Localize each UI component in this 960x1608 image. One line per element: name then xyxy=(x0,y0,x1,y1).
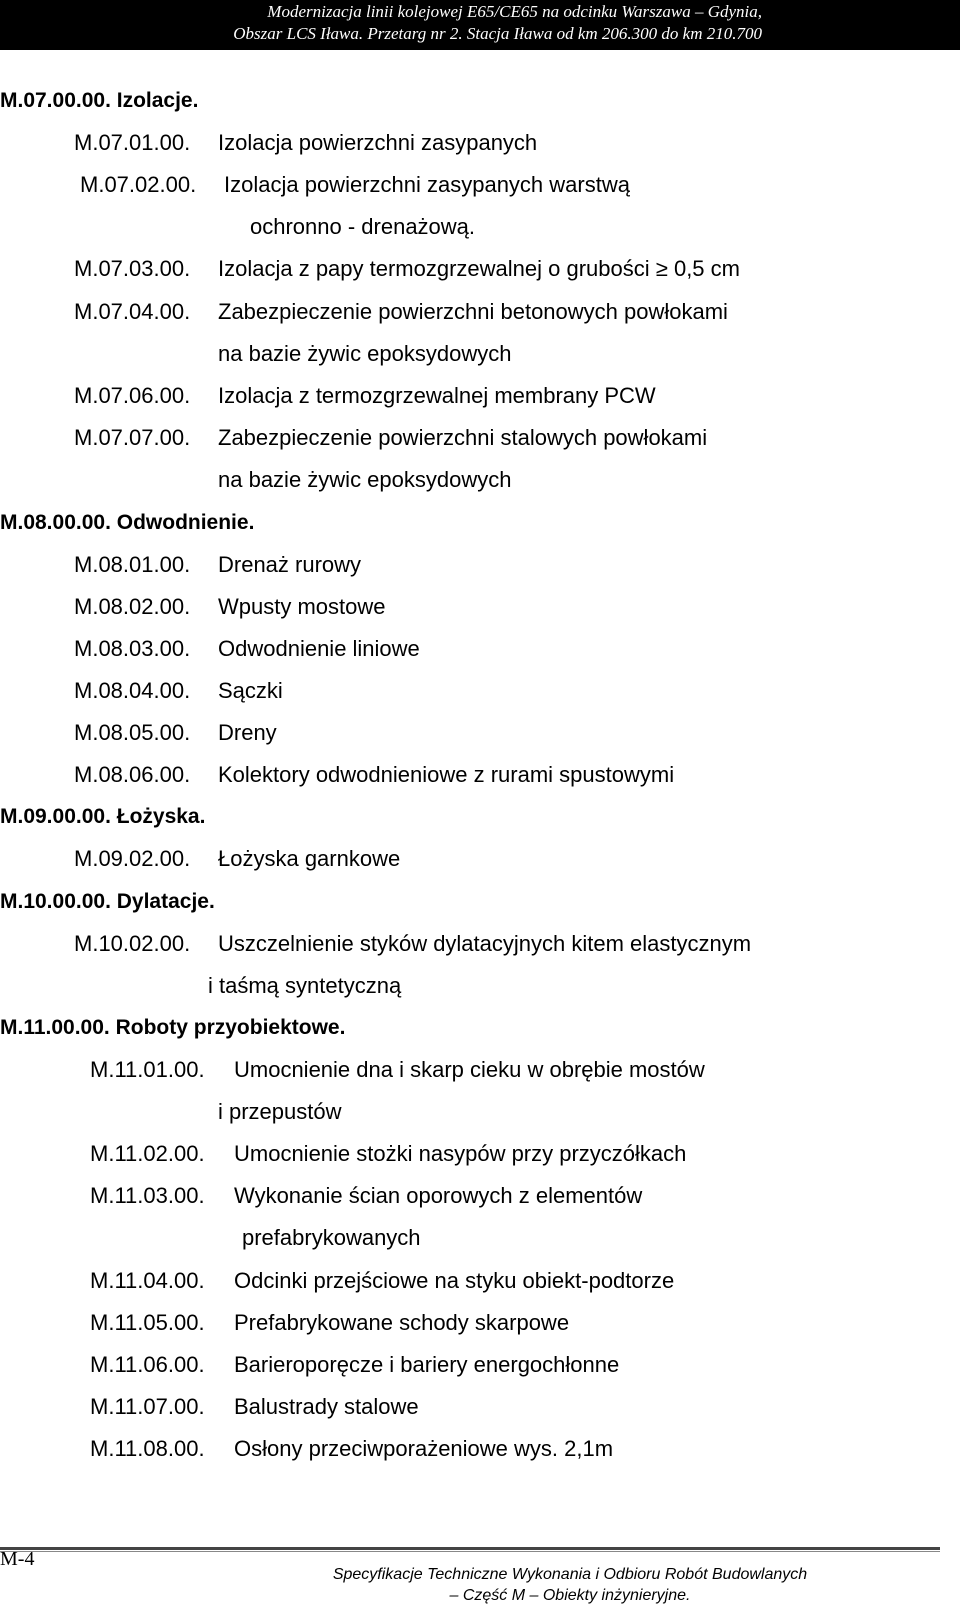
toc-title: ochronno - drenażową. xyxy=(250,214,476,239)
toc-section-m07 xyxy=(0,88,198,114)
toc-code: M.07.01.00. xyxy=(74,130,191,155)
toc-code: M.11.05.00. xyxy=(90,1310,205,1335)
toc-title: na bazie żywic epoksydowych xyxy=(218,467,512,492)
toc-title: Wpusty mostowe xyxy=(218,594,386,619)
toc-title: Osłony przeciwporażeniowe wys. 2,1m xyxy=(234,1436,614,1461)
toc-code: M.11.01.00. xyxy=(90,1057,205,1082)
toc-title: Barieroporęcze i bariery energochłonne xyxy=(234,1352,620,1377)
toc-title: Umocnienie stożki nasypów przy przyczółkach xyxy=(234,1141,687,1166)
toc-title: Dreny xyxy=(218,720,277,745)
toc-title: Wykonanie ścian oporowych z elementów xyxy=(234,1183,643,1208)
toc-title: Odwodnienie liniowe xyxy=(218,636,420,661)
header-line-1: Modernizacja linii kolejowej E65/CE65 na odcinku Warszawa – Gdynia, xyxy=(267,2,762,21)
toc-title: prefabrykowanych xyxy=(242,1225,421,1250)
toc-title: i taśmą syntetyczną xyxy=(208,973,402,998)
toc-code: M.11.06.00. xyxy=(90,1352,205,1377)
toc-code: M.10.02.00. xyxy=(74,931,191,956)
toc-title: Uszczelnienie styków dylatacyjnych kitem elastycznym xyxy=(218,931,752,956)
toc-code: M.08.00.00. Odwodnienie. xyxy=(0,511,255,534)
toc-title: Łożyska garnkowe xyxy=(218,846,401,871)
page-number: M-4 xyxy=(0,1548,35,1570)
toc-code: M.08.05.00. xyxy=(74,720,191,745)
toc-title: Izolacja powierzchni zasypanych warstwą xyxy=(224,172,630,197)
toc-section-m10 xyxy=(0,889,215,915)
toc-code: M.08.01.00. xyxy=(74,552,191,577)
toc-code: M.11.02.00. xyxy=(90,1141,205,1166)
header-line-2: Obszar LCS Iława. Przetarg nr 2. Stacja Iława od km 206.300 do km 210.700 xyxy=(233,24,762,43)
toc-title: Zabezpieczenie powierzchni stalowych powłokami xyxy=(218,425,708,450)
toc-code: M.08.02.00. xyxy=(74,594,191,619)
document-header xyxy=(0,0,960,50)
toc-title: i przepustów xyxy=(218,1099,342,1124)
toc-title: Kolektory odwodnieniowe z rurami spustowymi xyxy=(218,762,675,787)
toc-code: M.11.04.00. xyxy=(90,1268,205,1293)
footer-line-2: – Część M – Obiekty inżynieryjne. xyxy=(449,1587,691,1604)
toc-code: M.09.02.00. xyxy=(74,846,191,871)
toc-title: Izolacja z papy termozgrzewalnej o grubości ≥ 0,5 cm xyxy=(218,256,740,281)
toc-section-m08 xyxy=(0,510,254,536)
toc-title: Odcinki przejściowe na styku obiekt-podtorze xyxy=(234,1268,675,1293)
toc-code: M.11.03.00. xyxy=(90,1183,205,1208)
toc-code: M.10.00.00. Dylatacje. xyxy=(0,890,215,913)
toc-code: M.07.00.00. Izolacje. xyxy=(0,89,199,112)
toc-title: Prefabrykowane schody skarpowe xyxy=(234,1310,570,1335)
toc-code: M.07.03.00. xyxy=(74,256,191,281)
toc-code: M.07.06.00. xyxy=(74,383,191,408)
toc-section-m09 xyxy=(0,804,205,830)
toc-code: M.07.07.00. xyxy=(74,425,191,450)
toc-title: Balustrady stalowe xyxy=(234,1394,419,1419)
toc-code: M.08.03.00. xyxy=(74,636,191,661)
toc-code: M.07.04.00. xyxy=(74,299,191,324)
toc-code: M.11.08.00. xyxy=(90,1436,205,1461)
toc-title: Sączki xyxy=(218,678,283,703)
toc-title: na bazie żywic epoksydowych xyxy=(218,341,512,366)
toc-title: Drenaż rurowy xyxy=(218,552,362,577)
toc-title: Izolacja powierzchni zasypanych xyxy=(218,130,538,155)
footer-line-1: Specyfikacje Techniczne Wykonania i Odbioru Robót Budowlanych xyxy=(332,1566,808,1583)
footer-rule-thin xyxy=(0,1551,940,1552)
footer-rule xyxy=(0,1547,940,1550)
toc-code: M.07.02.00. xyxy=(80,172,197,197)
toc-section-m11 xyxy=(0,1015,345,1041)
toc-code: M.11.00.00. Roboty przyobiektowe. xyxy=(0,1016,346,1039)
toc-title: Umocnienie dna i skarp cieku w obrębie mostów xyxy=(234,1057,705,1082)
toc-title: Zabezpieczenie powierzchni betonowych powłokami xyxy=(218,299,728,324)
toc-code: M.08.06.00. xyxy=(74,762,191,787)
toc-code: M.11.07.00. xyxy=(90,1394,205,1419)
toc-code: M.09.00.00. Łożyska. xyxy=(0,805,206,828)
toc-code: M.08.04.00. xyxy=(74,678,191,703)
toc-title: Izolacja z termozgrzewalnej membrany PCW xyxy=(218,383,656,408)
